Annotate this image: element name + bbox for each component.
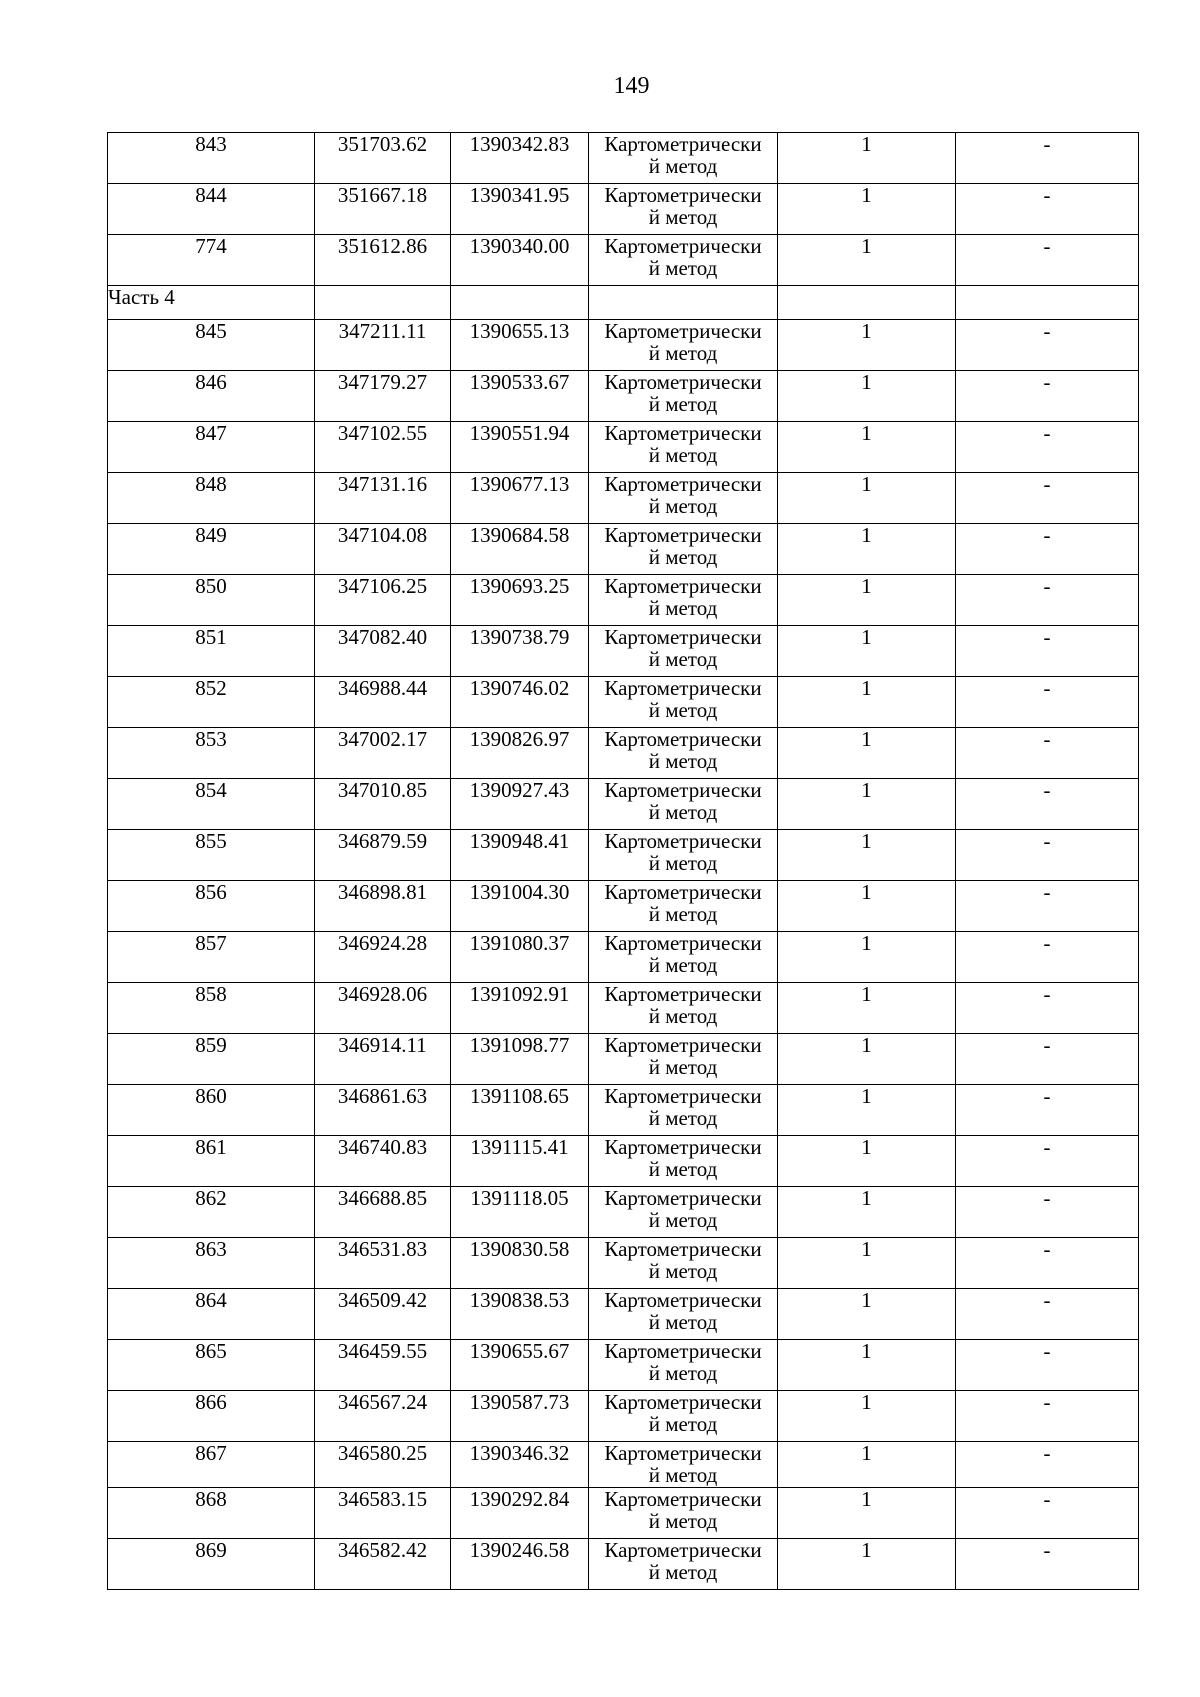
accuracy-cell: 1: [778, 881, 956, 932]
point-number-cell: 860: [108, 1085, 315, 1136]
method-line-2: й метод: [648, 749, 718, 773]
accuracy-cell: 1: [778, 1085, 956, 1136]
point-number-cell: 848: [108, 473, 315, 524]
point-number-cell: 849: [108, 524, 315, 575]
table-row: [108, 473, 1139, 524]
accuracy-cell: 1: [778, 1136, 956, 1187]
y-coordinate-cell: 1391004.30: [451, 881, 589, 932]
note-cell: -: [956, 830, 1139, 881]
point-number-cell: 867: [108, 1442, 315, 1488]
method-line-1: Картометрически: [604, 727, 762, 751]
x-coordinate-cell: 347102.55: [315, 422, 451, 473]
empty-cell: [778, 286, 956, 320]
note-cell: -: [956, 1289, 1139, 1340]
point-number-cell: 853: [108, 728, 315, 779]
method-line-2: й метод: [648, 545, 718, 569]
note-cell: -: [956, 728, 1139, 779]
table-row: [108, 728, 1139, 779]
table-row: [108, 779, 1139, 830]
x-coordinate-cell: 346567.24: [315, 1391, 451, 1442]
method-line-2: й метод: [648, 647, 718, 671]
method-cell: [589, 524, 778, 575]
method-line-1: Картометрически: [604, 880, 762, 904]
y-coordinate-cell: 1390587.73: [451, 1391, 589, 1442]
method-line-1: Картометрически: [604, 319, 762, 343]
method-line-2: й метод: [648, 1310, 718, 1334]
table-row: [108, 677, 1139, 728]
accuracy-cell: 1: [778, 1289, 956, 1340]
x-coordinate-cell: 346583.15: [315, 1488, 451, 1539]
method-line-2: й метод: [648, 392, 718, 416]
accuracy-cell: 1: [778, 133, 956, 184]
table-row: [108, 1442, 1139, 1488]
method-line-2: й метод: [648, 1412, 718, 1436]
method-cell: [589, 235, 778, 286]
method-cell: [589, 728, 778, 779]
y-coordinate-cell: 1390340.00: [451, 235, 589, 286]
method-line-1: Картометрически: [604, 1084, 762, 1108]
note-cell: -: [956, 1238, 1139, 1289]
note-cell: -: [956, 626, 1139, 677]
point-number-cell: 855: [108, 830, 315, 881]
method-line-1: Картометрически: [604, 931, 762, 955]
accuracy-cell: 1: [778, 371, 956, 422]
method-line-1: Картометрически: [604, 1186, 762, 1210]
point-number-cell: 862: [108, 1187, 315, 1238]
accuracy-cell: 1: [778, 1391, 956, 1442]
table-row: [108, 1340, 1139, 1391]
y-coordinate-cell: 1391118.05: [451, 1187, 589, 1238]
accuracy-cell: 1: [778, 1238, 956, 1289]
method-line-1: Картометрически: [604, 829, 762, 853]
method-line-2: й метод: [648, 1560, 718, 1584]
method-line-2: й метод: [648, 1259, 718, 1283]
table-row: [108, 320, 1139, 371]
accuracy-cell: 1: [778, 575, 956, 626]
table-row: [108, 1187, 1139, 1238]
empty-cell: [956, 286, 1139, 320]
method-line-2: й метод: [648, 1463, 718, 1487]
coordinates-table: [107, 132, 1139, 1590]
point-number-cell: 774: [108, 235, 315, 286]
method-line-1: Картометрически: [604, 625, 762, 649]
y-coordinate-cell: 1390948.41: [451, 830, 589, 881]
method-cell: [589, 422, 778, 473]
note-cell: -: [956, 575, 1139, 626]
x-coordinate-cell: 347211.11: [315, 320, 451, 371]
y-coordinate-cell: 1390655.13: [451, 320, 589, 371]
y-coordinate-cell: 1391108.65: [451, 1085, 589, 1136]
method-line-2: й метод: [648, 1361, 718, 1385]
method-line-1: Картометрически: [604, 523, 762, 547]
note-cell: -: [956, 1136, 1139, 1187]
accuracy-cell: 1: [778, 728, 956, 779]
x-coordinate-cell: 346898.81: [315, 881, 451, 932]
accuracy-cell: 1: [778, 473, 956, 524]
y-coordinate-cell: 1390655.67: [451, 1340, 589, 1391]
y-coordinate-cell: 1390677.13: [451, 473, 589, 524]
table-row: [108, 626, 1139, 677]
x-coordinate-cell: 346861.63: [315, 1085, 451, 1136]
method-line-1: Картометрически: [604, 421, 762, 445]
x-coordinate-cell: 346879.59: [315, 830, 451, 881]
method-cell: [589, 1034, 778, 1085]
method-line-1: Картометрически: [604, 1487, 762, 1511]
method-line-1: Картометрически: [604, 982, 762, 1006]
note-cell: -: [956, 1488, 1139, 1539]
method-line-1: Картометрически: [604, 370, 762, 394]
section-row: [108, 286, 1139, 320]
note-cell: -: [956, 184, 1139, 235]
accuracy-cell: 1: [778, 779, 956, 830]
table-row: [108, 1034, 1139, 1085]
method-cell: [589, 133, 778, 184]
method-line-1: Картометрически: [604, 183, 762, 207]
accuracy-cell: 1: [778, 1442, 956, 1488]
y-coordinate-cell: 1390746.02: [451, 677, 589, 728]
point-number-cell: 859: [108, 1034, 315, 1085]
table-row: [108, 1289, 1139, 1340]
point-number-cell: 858: [108, 983, 315, 1034]
x-coordinate-cell: 347104.08: [315, 524, 451, 575]
accuracy-cell: 1: [778, 626, 956, 677]
method-line-1: Картометрически: [604, 234, 762, 258]
note-cell: -: [956, 932, 1139, 983]
table-row: [108, 881, 1139, 932]
accuracy-cell: 1: [778, 830, 956, 881]
method-cell: [589, 473, 778, 524]
method-cell: [589, 371, 778, 422]
point-number-cell: 869: [108, 1539, 315, 1590]
table-row: [108, 422, 1139, 473]
method-line-2: й метод: [648, 800, 718, 824]
x-coordinate-cell: 347002.17: [315, 728, 451, 779]
x-coordinate-cell: 346914.11: [315, 1034, 451, 1085]
table-row: [108, 932, 1139, 983]
point-number-cell: 864: [108, 1289, 315, 1340]
method-line-2: й метод: [648, 205, 718, 229]
point-number-cell: 852: [108, 677, 315, 728]
method-cell: [589, 1488, 778, 1539]
method-line-2: й метод: [648, 1157, 718, 1181]
point-number-cell: 868: [108, 1488, 315, 1539]
x-coordinate-cell: 347179.27: [315, 371, 451, 422]
y-coordinate-cell: 1390830.58: [451, 1238, 589, 1289]
note-cell: -: [956, 235, 1139, 286]
accuracy-cell: 1: [778, 932, 956, 983]
x-coordinate-cell: 347106.25: [315, 575, 451, 626]
note-cell: -: [956, 422, 1139, 473]
method-line-1: Картометрически: [604, 1390, 762, 1414]
empty-cell: [451, 286, 589, 320]
table-row: [108, 184, 1139, 235]
accuracy-cell: 1: [778, 422, 956, 473]
note-cell: -: [956, 983, 1139, 1034]
method-line-2: й метод: [648, 1509, 718, 1533]
method-cell: [589, 320, 778, 371]
method-cell: [589, 1238, 778, 1289]
accuracy-cell: 1: [778, 677, 956, 728]
y-coordinate-cell: 1390551.94: [451, 422, 589, 473]
table-row: [108, 830, 1139, 881]
table-row: [108, 1391, 1139, 1442]
y-coordinate-cell: 1390346.32: [451, 1442, 589, 1488]
table-body-part-4: [108, 320, 1139, 1590]
x-coordinate-cell: 346740.83: [315, 1136, 451, 1187]
x-coordinate-cell: 351667.18: [315, 184, 451, 235]
y-coordinate-cell: 1390533.67: [451, 371, 589, 422]
note-cell: -: [956, 779, 1139, 830]
x-coordinate-cell: 347082.40: [315, 626, 451, 677]
method-line-2: й метод: [648, 154, 718, 178]
point-number-cell: 844: [108, 184, 315, 235]
accuracy-cell: 1: [778, 524, 956, 575]
note-cell: -: [956, 524, 1139, 575]
point-number-cell: 846: [108, 371, 315, 422]
method-cell: [589, 932, 778, 983]
point-number-cell: 861: [108, 1136, 315, 1187]
point-number-cell: 845: [108, 320, 315, 371]
note-cell: -: [956, 320, 1139, 371]
x-coordinate-cell: 346459.55: [315, 1340, 451, 1391]
x-coordinate-cell: 346928.06: [315, 983, 451, 1034]
method-line-1: Картометрически: [604, 676, 762, 700]
accuracy-cell: 1: [778, 1034, 956, 1085]
note-cell: -: [956, 1391, 1139, 1442]
note-cell: -: [956, 1442, 1139, 1488]
method-line-2: й метод: [648, 851, 718, 875]
empty-cell: [589, 286, 778, 320]
method-cell: [589, 779, 778, 830]
x-coordinate-cell: 351612.86: [315, 235, 451, 286]
method-cell: [589, 1136, 778, 1187]
y-coordinate-cell: 1390684.58: [451, 524, 589, 575]
y-coordinate-cell: 1390341.95: [451, 184, 589, 235]
method-cell: [589, 1442, 778, 1488]
method-line-1: Картометрически: [604, 1441, 762, 1465]
point-number-cell: 850: [108, 575, 315, 626]
x-coordinate-cell: 347131.16: [315, 473, 451, 524]
accuracy-cell: 1: [778, 983, 956, 1034]
method-line-1: Картометрически: [604, 1538, 762, 1562]
method-line-2: й метод: [648, 1004, 718, 1028]
section-header-group: [108, 286, 1139, 320]
method-line-2: й метод: [648, 256, 718, 280]
point-number-cell: 857: [108, 932, 315, 983]
method-cell: [589, 1391, 778, 1442]
method-line-2: й метод: [648, 1208, 718, 1232]
x-coordinate-cell: 346509.42: [315, 1289, 451, 1340]
point-number-cell: 847: [108, 422, 315, 473]
table-row: [108, 235, 1139, 286]
note-cell: -: [956, 1085, 1139, 1136]
x-coordinate-cell: 346582.42: [315, 1539, 451, 1590]
y-coordinate-cell: 1390292.84: [451, 1488, 589, 1539]
method-cell: [589, 626, 778, 677]
table-row: [108, 1539, 1139, 1590]
method-cell: [589, 1289, 778, 1340]
method-line-1: Картометрически: [604, 1033, 762, 1057]
x-coordinate-cell: 346924.28: [315, 932, 451, 983]
method-cell: [589, 983, 778, 1034]
method-cell: [589, 1340, 778, 1391]
method-cell: [589, 1187, 778, 1238]
x-coordinate-cell: 347010.85: [315, 779, 451, 830]
method-line-1: Картометрически: [604, 132, 762, 156]
table-row: [108, 1136, 1139, 1187]
note-cell: -: [956, 133, 1139, 184]
method-cell: [589, 1539, 778, 1590]
method-line-2: й метод: [648, 494, 718, 518]
table-row: [108, 524, 1139, 575]
note-cell: -: [956, 1340, 1139, 1391]
method-cell: [589, 677, 778, 728]
y-coordinate-cell: 1390246.58: [451, 1539, 589, 1590]
point-number-cell: 851: [108, 626, 315, 677]
accuracy-cell: 1: [778, 1187, 956, 1238]
y-coordinate-cell: 1391098.77: [451, 1034, 589, 1085]
accuracy-cell: 1: [778, 1340, 956, 1391]
x-coordinate-cell: 346531.83: [315, 1238, 451, 1289]
method-line-1: Картометрически: [604, 472, 762, 496]
method-line-1: Картометрически: [604, 574, 762, 598]
note-cell: -: [956, 1187, 1139, 1238]
note-cell: -: [956, 371, 1139, 422]
method-cell: [589, 575, 778, 626]
y-coordinate-cell: 1391080.37: [451, 932, 589, 983]
method-line-2: й метод: [648, 443, 718, 467]
method-line-2: й метод: [648, 341, 718, 365]
method-cell: [589, 1085, 778, 1136]
table-row: [108, 1488, 1139, 1539]
method-line-1: Картометрически: [604, 1237, 762, 1261]
x-coordinate-cell: 346580.25: [315, 1442, 451, 1488]
accuracy-cell: 1: [778, 235, 956, 286]
method-line-2: й метод: [648, 953, 718, 977]
x-coordinate-cell: 346988.44: [315, 677, 451, 728]
method-line-1: Картометрически: [604, 778, 762, 802]
method-line-2: й метод: [648, 1106, 718, 1130]
y-coordinate-cell: 1390738.79: [451, 626, 589, 677]
method-cell: [589, 881, 778, 932]
point-number-cell: 856: [108, 881, 315, 932]
accuracy-cell: 1: [778, 1539, 956, 1590]
note-cell: -: [956, 677, 1139, 728]
point-number-cell: 863: [108, 1238, 315, 1289]
method-line-2: й метод: [648, 698, 718, 722]
y-coordinate-cell: 1390927.43: [451, 779, 589, 830]
point-number-cell: 843: [108, 133, 315, 184]
table-row: [108, 1085, 1139, 1136]
method-line-2: й метод: [648, 596, 718, 620]
x-coordinate-cell: 351703.62: [315, 133, 451, 184]
y-coordinate-cell: 1391092.91: [451, 983, 589, 1034]
method-line-1: Картометрически: [604, 1339, 762, 1363]
note-cell: -: [956, 1539, 1139, 1590]
page-number: 149: [613, 73, 650, 99]
method-cell: [589, 830, 778, 881]
method-line-1: Картометрически: [604, 1288, 762, 1312]
section-label: Часть 4: [108, 286, 315, 320]
empty-cell: [315, 286, 451, 320]
y-coordinate-cell: 1390826.97: [451, 728, 589, 779]
point-number-cell: 854: [108, 779, 315, 830]
method-cell: [589, 184, 778, 235]
y-coordinate-cell: 1390342.83: [451, 133, 589, 184]
method-line-1: Картометрически: [604, 1135, 762, 1159]
table-row: [108, 133, 1139, 184]
table-row: [108, 983, 1139, 1034]
method-line-2: й метод: [648, 902, 718, 926]
x-coordinate-cell: 346688.85: [315, 1187, 451, 1238]
table-body-part-3: [108, 133, 1139, 286]
point-number-cell: 866: [108, 1391, 315, 1442]
point-number-cell: 865: [108, 1340, 315, 1391]
note-cell: -: [956, 473, 1139, 524]
y-coordinate-cell: 1391115.41: [451, 1136, 589, 1187]
accuracy-cell: 1: [778, 184, 956, 235]
accuracy-cell: 1: [778, 320, 956, 371]
note-cell: -: [956, 881, 1139, 932]
accuracy-cell: 1: [778, 1488, 956, 1539]
table-row: [108, 371, 1139, 422]
table-row: [108, 575, 1139, 626]
table-row: [108, 1238, 1139, 1289]
y-coordinate-cell: 1390693.25: [451, 575, 589, 626]
note-cell: -: [956, 1034, 1139, 1085]
y-coordinate-cell: 1390838.53: [451, 1289, 589, 1340]
method-line-2: й метод: [648, 1055, 718, 1079]
